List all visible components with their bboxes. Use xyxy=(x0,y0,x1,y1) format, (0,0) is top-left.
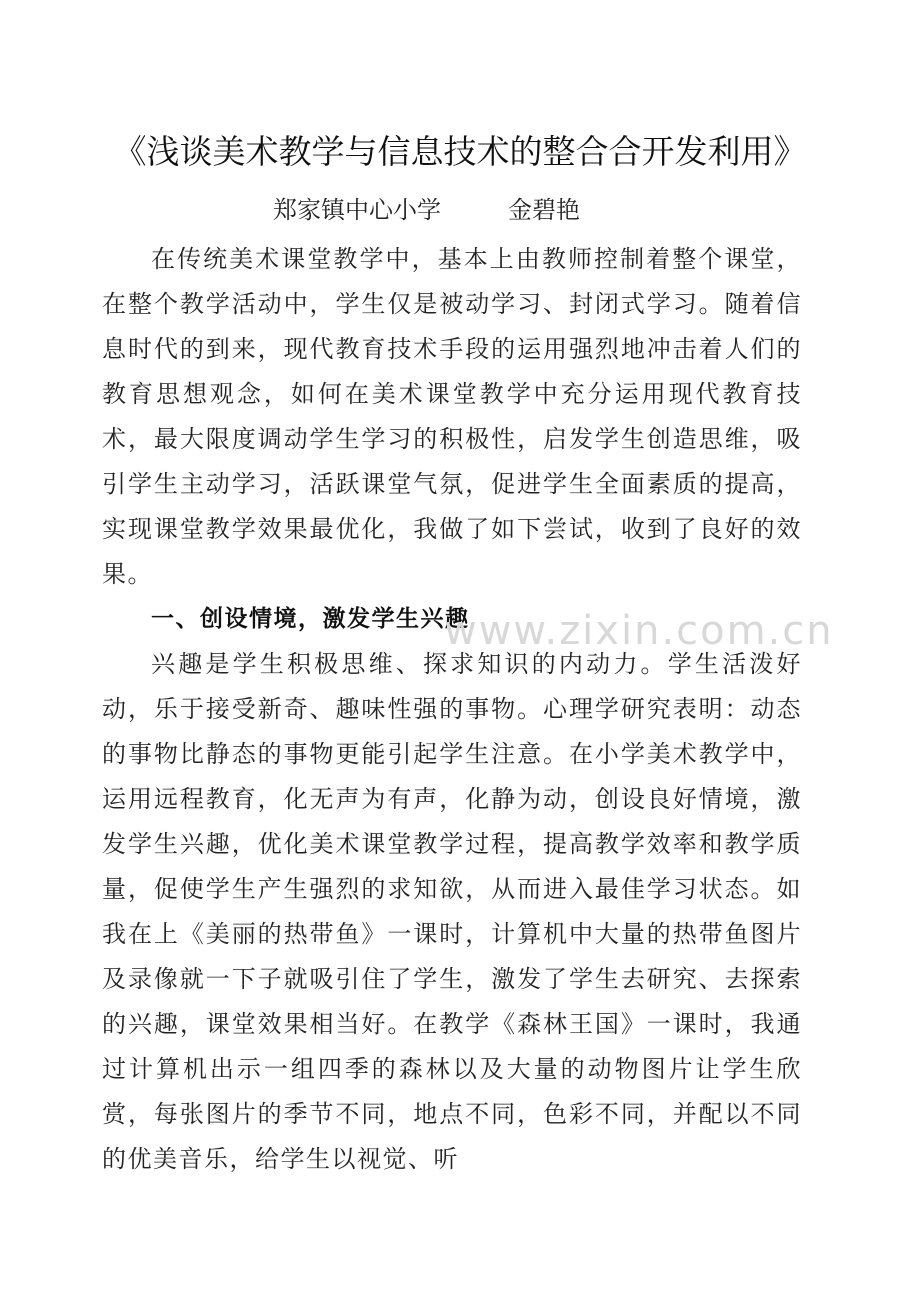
section-paragraph: 兴趣是学生积极思维、探求知识的内动力。学生活泼好动，乐于接受新奇、趣味性强的事物。心理学研究表明：动态的事物比静态的事物更能引起学生注意。在小学美术教学中，运用远程教育，化无声为有声，化静为动，创设良好情境，激发学生兴趣，优化美术课堂教学过程，提高教学效率和教学质量，促使学生产生强烈的求知欲，从而进入最佳学习状态。如我在上《美丽的热带鱼》一课时，计算机中大量的热带鱼图片及录像就一下子就吸引住了学生，激发了学生去研究、去探索的兴趣，课堂效果相当好。在教学《森林王国》一课时，我通过计算机出示一组四季的森林以及大量的动物图片让学生欣赏，每张图片的季节不同，地点不同，色彩不同，并配以不同的优美音乐，给学生以视觉、听 xyxy=(102,650,802,1173)
document-body xyxy=(102,237,802,1182)
document-title: 《浅谈美术教学与信息技术的整合合开发利用》 xyxy=(113,132,807,171)
watermark: www.zixin.com.cn xyxy=(444,608,834,654)
intro-paragraph: 在传统美术课堂教学中，基本上由教师控制着整个课堂，在整个教学活动中，学生仅是被动学习、封闭式学习。随着信息时代的到来，现代教育技术手段的运用强烈地冲击着人们的教育思想观念，如何在美术课堂教学中充分运用现代教育技术，最大限度调动学生学习的积极性，启发学生创造思维，吸引学生主动学习，活跃课堂气氛，促进学生全面素质的提高，实现课堂教学效果最优化，我做了如下尝试，收到了良好的效果。 xyxy=(102,245,802,588)
school-name: 郑家镇中心小学 xyxy=(273,196,441,224)
section-heading: 一、创设情境，激发学生兴趣 xyxy=(151,606,470,632)
author-name: 金碧艳 xyxy=(508,196,580,224)
